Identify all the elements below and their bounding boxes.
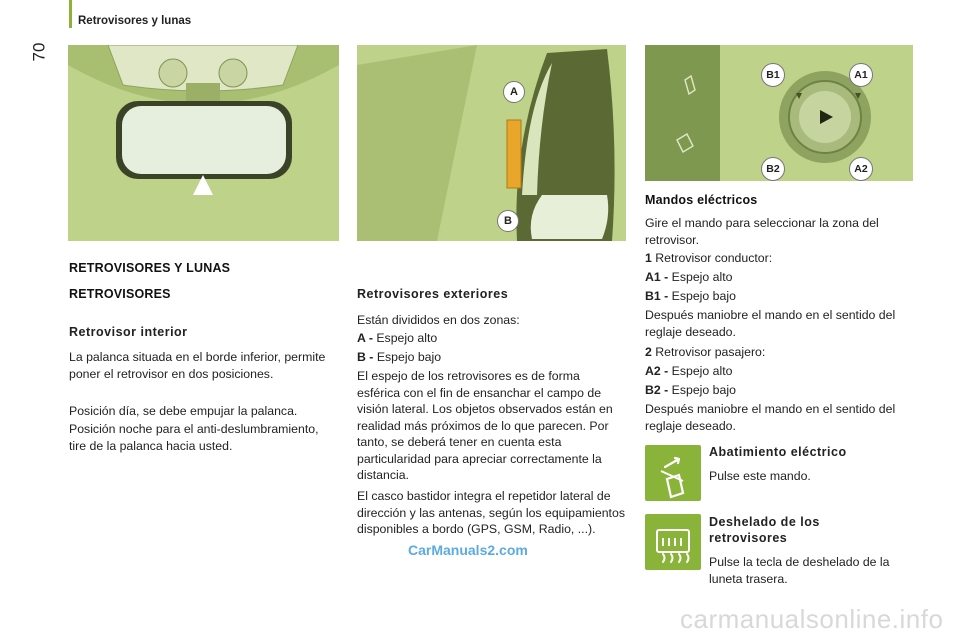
interior-mirror-title: Retrovisor interior (69, 325, 188, 339)
main-heading: RETROVISORES Y LUNAS (69, 261, 231, 275)
defrost-icon (645, 514, 701, 570)
b1-line (645, 288, 913, 305)
fold-title: Abatimiento eléctrico (709, 445, 847, 459)
a2-line (645, 363, 913, 380)
mirror-label-a: A (503, 81, 525, 103)
exterior-mirror-title: Retrovisores exteriores (357, 287, 509, 301)
fold-mirror-icon (645, 445, 701, 501)
electric-controls-title: Mandos eléctricos (645, 193, 758, 207)
passenger-number: 2 (645, 345, 652, 359)
source-watermark: CarManuals2.com (408, 542, 528, 558)
b1-text: Espejo bajo (671, 289, 736, 303)
control-label-b2: B2 (761, 157, 785, 181)
driver-mirror-text: Retrovisor conductor: (655, 251, 773, 265)
mirror-label-b: B (497, 210, 519, 232)
a1-line (645, 269, 913, 286)
a2-text: Espejo alto (671, 364, 733, 378)
defrost-title: Deshelado de los retrovisores (709, 515, 820, 545)
b2-line (645, 382, 913, 399)
interior-paragraph-3: Posición noche para el anti-deslumbramiento, tire de la palanca hacia usted. (69, 422, 319, 453)
exterior-paragraph-2: El casco bastidor integra el repetidor lateral de dirección y las antenas, según los equipamientos disponibles a bordo (GPS, GSM, Radio, ...). (357, 489, 625, 536)
exterior-paragraph-1: El espejo de los retrovisores es de forma esférica con el fin de ensanchar el campo de visión lateral. Los objetos observados están en realidad más próximos de lo que parecen. Por tanto, se deberá tener en cuenta esta particularidad para apreciar correctamente la distancia. (357, 369, 613, 482)
control-label-a1: A1 (849, 63, 873, 87)
interior-paragraph-2: Posición día, se debe empujar la palanca. (69, 404, 298, 418)
mirror-control-figure (645, 45, 913, 181)
exterior-mirror-figure (357, 45, 626, 241)
passenger-adjust-text: Después maniobre el mando en el sentido del reglaje deseado. (645, 402, 896, 433)
zone-b-key: B - (357, 350, 374, 364)
interior-mirror-figure (68, 45, 339, 241)
sub-heading: RETROVISORES (69, 287, 171, 301)
control-label-b1: B1 (761, 63, 785, 87)
zone-b-text: Espejo bajo (376, 350, 442, 364)
b2-key: B2 - (645, 383, 669, 397)
a1-key: A1 - (645, 270, 669, 284)
electric-intro: Gire el mando para seleccionar la zona del retrovisor. (645, 216, 879, 247)
passenger-mirror-text: Retrovisor pasajero: (655, 345, 766, 359)
b2-text: Espejo bajo (671, 383, 736, 397)
zone-a-text: Espejo alto (376, 331, 438, 345)
interior-paragraph-1: La palanca situada en el borde inferior, permite poner el retrovisor en dos posiciones. (69, 350, 326, 381)
b1-key: B1 - (645, 289, 669, 303)
section-header-title: Retrovisores y lunas (78, 15, 192, 27)
fold-text: Pulse este mando. (709, 469, 811, 483)
control-label-a2: A2 (849, 157, 873, 181)
zone-b-line (357, 349, 625, 366)
defrost-text: Pulse la tecla de deshelado de la luneta trasera. (709, 555, 890, 586)
driver-adjust-text: Después maniobre el mando en el sentido del reglaje deseado. (645, 308, 896, 339)
zone-a-line (357, 330, 625, 347)
driver-mirror-line (645, 250, 913, 267)
header-accent-bar (69, 0, 72, 28)
page-number: 70 (29, 42, 49, 62)
a2-key: A2 - (645, 364, 669, 378)
footer-watermark: carmanualsonline.info (680, 604, 944, 634)
zone-a-key: A - (357, 331, 373, 345)
passenger-mirror-line (645, 344, 913, 361)
driver-number: 1 (645, 251, 652, 265)
a1-text: Espejo alto (671, 270, 733, 284)
exterior-intro: Están divididos en dos zonas: (357, 313, 520, 327)
